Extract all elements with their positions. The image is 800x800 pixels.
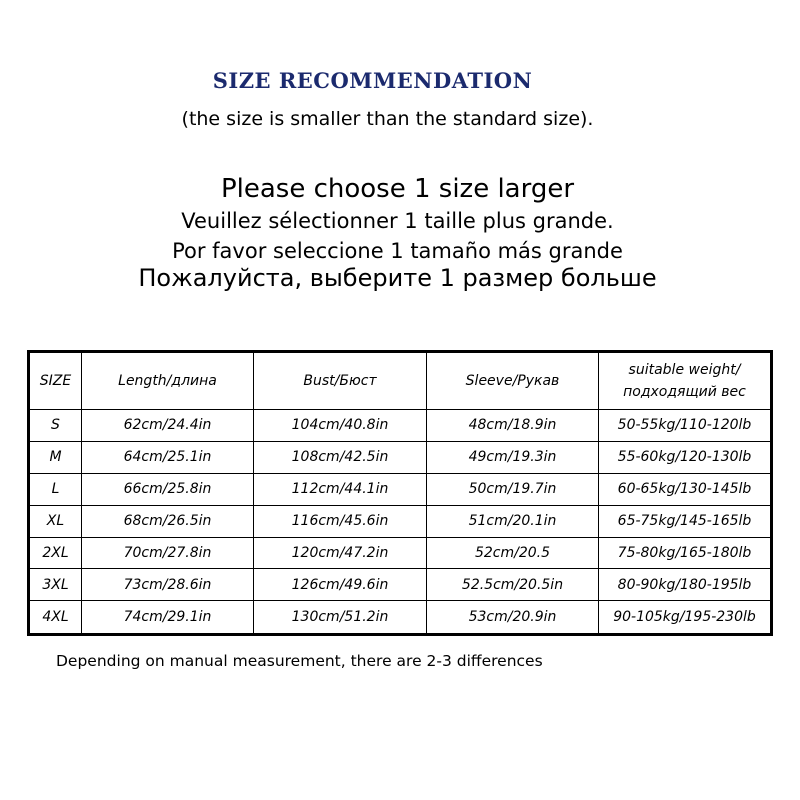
table-row [29,601,772,635]
page-subtitle: (the size is smaller than the standard size). [181,108,594,130]
cell-length: 68cm/26.5in [82,505,254,537]
cell-sleeve: 50cm/19.7in [427,473,599,505]
cell-weight: 50-55kg/110-120lb [599,410,772,442]
header-bust: Bust/Бюст [254,352,427,410]
header-length: Length/длина [82,352,254,410]
cell-size: S [29,410,82,442]
advice-spanish: Por favor seleccione 1 tamaño más grande [172,239,623,263]
cell-bust: 126cm/49.6in [254,569,427,601]
cell-bust: 130cm/51.2in [254,601,427,635]
cell-length: 74cm/29.1in [82,601,254,635]
cell-bust: 112cm/44.1in [254,473,427,505]
cell-size: XL [29,505,82,537]
cell-weight: 75-80kg/165-180lb [599,537,772,569]
measurement-note: Depending on manual measurement, there are 2-3 differences [56,652,543,670]
table-row [29,537,772,569]
page-title: SIZE RECOMMENDATION [212,68,533,93]
advice-english: Please choose 1 size larger [220,174,575,204]
cell-bust: 104cm/40.8in [254,410,427,442]
header-weight-line1: suitable weight/ [628,362,741,378]
cell-bust: 120cm/47.2in [254,537,427,569]
header-sleeve: Sleeve/Рукав [427,352,599,410]
table-row [29,410,772,442]
cell-size: M [29,441,82,473]
cell-size: 4XL [29,601,82,635]
table-row [29,505,772,537]
cell-size: 2XL [29,537,82,569]
cell-sleeve: 48cm/18.9in [427,410,599,442]
advice-french: Veuillez sélectionner 1 taille plus grande. [181,209,614,233]
size-chart-table [27,350,773,636]
header-weight-line2: подходящий вес [623,384,746,400]
cell-length: 70cm/27.8in [82,537,254,569]
cell-sleeve: 51cm/20.1in [427,505,599,537]
cell-sleeve: 52cm/20.5 [427,537,599,569]
cell-length: 62cm/24.4in [82,410,254,442]
cell-sleeve: 49cm/19.3in [427,441,599,473]
table-row [29,473,772,505]
cell-bust: 108cm/42.5in [254,441,427,473]
header-weight [599,352,772,410]
header-size: SIZE [29,352,82,410]
cell-sleeve: 53cm/20.9in [427,601,599,635]
cell-length: 66cm/25.8in [82,473,254,505]
cell-bust: 116cm/45.6in [254,505,427,537]
cell-weight: 60-65kg/130-145lb [599,473,772,505]
cell-sleeve: 52.5cm/20.5in [427,569,599,601]
table-row [29,441,772,473]
cell-length: 64cm/25.1in [82,441,254,473]
cell-weight: 65-75kg/145-165lb [599,505,772,537]
cell-length: 73cm/28.6in [82,569,254,601]
advice-russian: Пожалуйста, выберите 1 размер больше [138,264,657,292]
table-row [29,569,772,601]
cell-size: 3XL [29,569,82,601]
table-header-row [29,352,772,410]
cell-size: L [29,473,82,505]
cell-weight: 90-105kg/195-230lb [599,601,772,635]
cell-weight: 55-60kg/120-130lb [599,441,772,473]
cell-weight: 80-90kg/180-195lb [599,569,772,601]
